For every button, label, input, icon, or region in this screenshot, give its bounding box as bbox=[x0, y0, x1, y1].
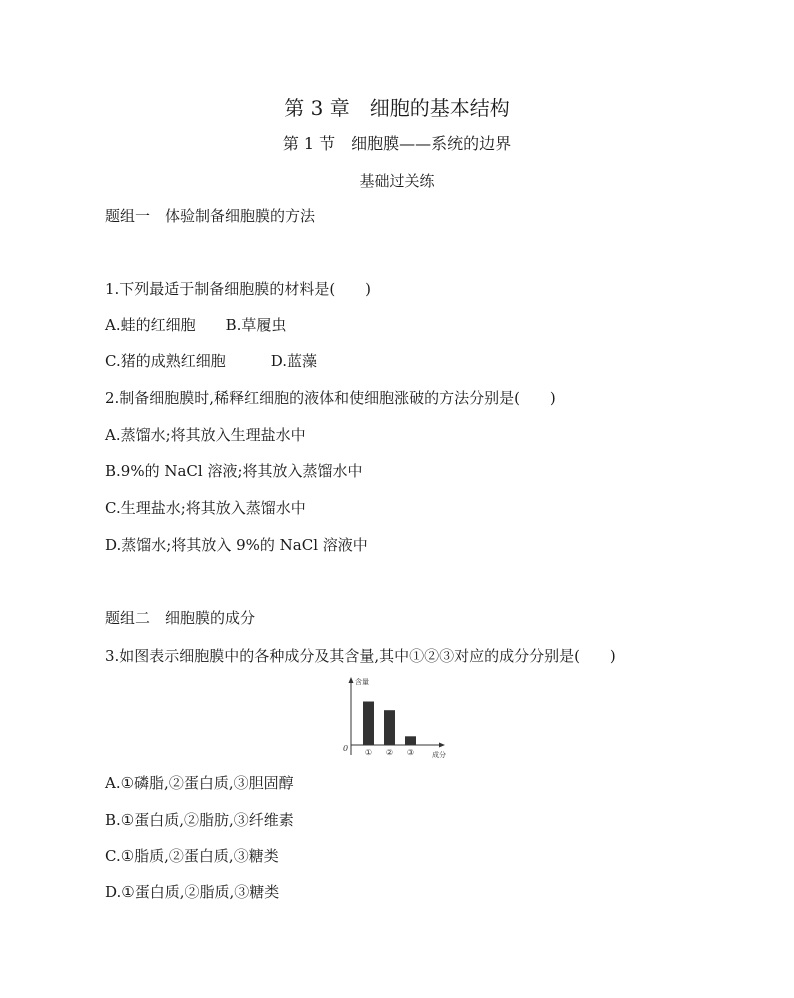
chart-svg bbox=[337, 673, 457, 763]
q3-stem: 3.如图表示细胞膜中的各种成分及其含量,其中①②③对应的成分分别是( ) bbox=[105, 647, 616, 665]
q1-options-line2: C.猪的成熟红细胞 D.蓝藻 bbox=[105, 352, 317, 370]
bar-3 bbox=[405, 736, 416, 745]
q2-stem: 2.制备细胞膜时,稀释红细胞的液体和使细胞涨破的方法分别是( ) bbox=[105, 389, 556, 407]
origin-label: 0 bbox=[343, 744, 349, 753]
bar-label-1: ① bbox=[364, 748, 373, 757]
chapter-title: 第 3 章 细胞的基本结构 bbox=[284, 96, 510, 120]
q2-option-c: C.生理盐水;将其放入蒸馏水中 bbox=[105, 499, 306, 517]
bar-label-3: ③ bbox=[406, 748, 415, 757]
x-axis-label: 成分 bbox=[432, 751, 446, 759]
bar-2 bbox=[384, 710, 395, 745]
group1-title: 题组一 体验制备细胞膜的方法 bbox=[105, 207, 316, 225]
bar-1 bbox=[363, 702, 374, 746]
bar-label-2: ② bbox=[385, 748, 394, 757]
section-title: 第 1 节 细胞膜——系统的边界 bbox=[282, 134, 512, 153]
q3-option-d: D.①蛋白质,②脂质,③糖类 bbox=[105, 883, 280, 901]
q1-options-line1: A.蛙的红细胞 B.草履虫 bbox=[105, 316, 287, 334]
q3-option-c: C.①脂质,②蛋白质,③糖类 bbox=[105, 847, 279, 865]
q2-option-d: D.蒸馏水;将其放入 9%的 NaCl 溶液中 bbox=[105, 536, 368, 554]
q1-stem: 1.下列最适于制备细胞膜的材料是( ) bbox=[105, 280, 372, 298]
x-axis-arrow bbox=[439, 743, 445, 748]
q2-option-a: A.蒸馏水;将其放入生理盐水中 bbox=[105, 426, 306, 444]
practice-title: 基础过关练 bbox=[359, 172, 435, 190]
y-axis-arrow bbox=[349, 677, 354, 683]
q3-option-a: A.①磷脂,②蛋白质,③胆固醇 bbox=[105, 774, 294, 792]
group2-title: 题组二 细胞膜的成分 bbox=[105, 609, 256, 627]
content-bar-chart bbox=[337, 673, 457, 763]
q3-option-b: B.①蛋白质,②脂肪,③纤维素 bbox=[105, 811, 294, 829]
y-axis-label: 含量 bbox=[355, 678, 369, 686]
q2-option-b: B.9%的 NaCl 溶液;将其放入蒸馏水中 bbox=[105, 462, 363, 480]
